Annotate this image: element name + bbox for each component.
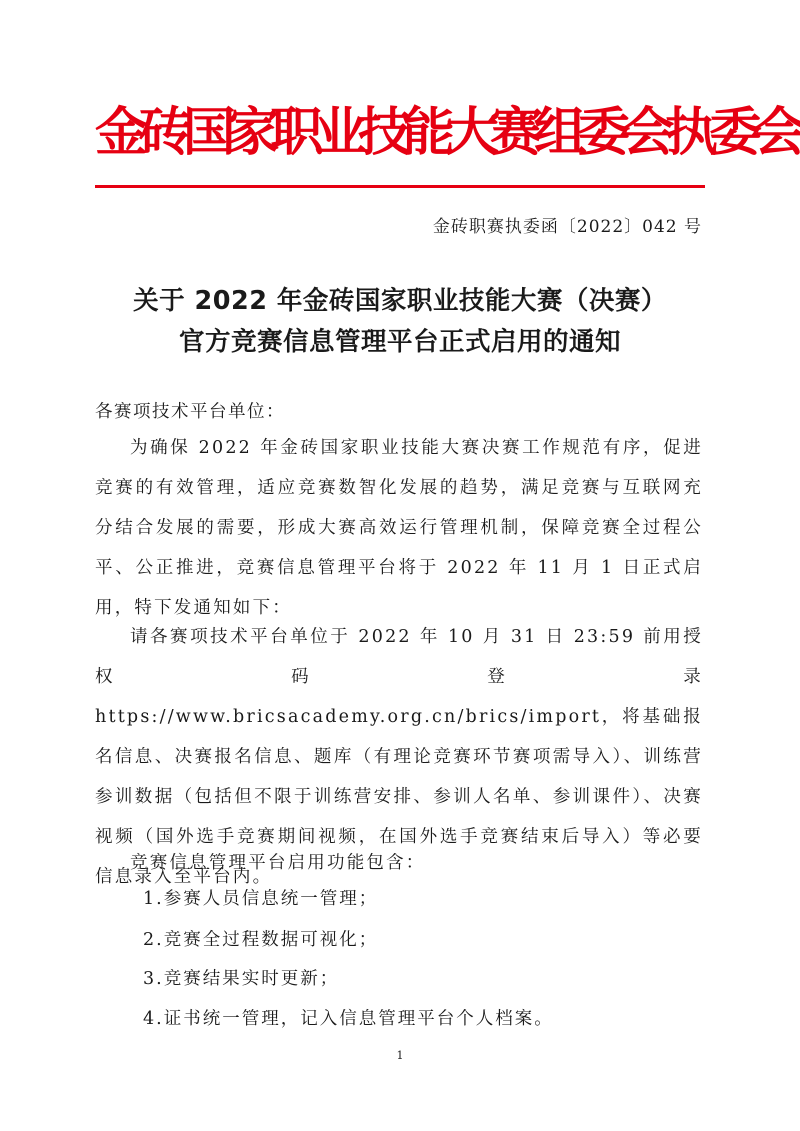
notice-title-line-1: 关于 2022 年金砖国家职业技能大赛（决赛） (133, 286, 667, 316)
notice-title-line-2: 官方竞赛信息管理平台正式启用的通知 (178, 327, 621, 357)
body-paragraph-intro: 为确保 2022 年金砖国家职业技能大赛决赛工作规范有序，促进竞赛的有效管理，适应竞赛数智化发展的趋势，满足竞赛与互联网充分结合发展的需要，形成大赛高效运行管理机制，保障竞赛全过程公平、公正推进，竞赛信息管理平台将于 2022 年 11 月 1 日正式启用，特下发通知如下： (95, 438, 703, 618)
page-number: 1 (396, 1049, 404, 1062)
feature-list-item: 4.证书统一管理，记入信息管理平台个人档案。 (143, 1009, 554, 1029)
feature-list-item: 1.参赛人员信息统一管理； (143, 889, 379, 909)
feature-list-item: 2.竞赛全过程数据可视化； (143, 930, 379, 950)
body-paragraph-instructions: 请各赛项技术平台单位于 2022 年 10 月 31 日 23:59 前用授权码登录 https://www.bricsacademy.org.cn/brics/import，将基础报名信息、决赛报名信息、题库（有理论竞赛环节赛项需导入）、训练营参训数据（包括但不限于训练营安排、参训人名单、参训课件）、决赛视频（国外选手竞赛期间视频，在国外选手竞赛结束后导入）等必要信息录入至平台内。 (95, 627, 703, 887)
body-paragraph-features-intro: 竞赛信息管理平台启用功能包含： (130, 853, 426, 873)
issuing-organization-header: 金砖国家职业技能大赛组委会执委会 (95, 103, 797, 163)
header-red-divider (95, 185, 705, 188)
feature-list-item: 3.竞赛结果实时更新； (143, 969, 340, 989)
salutation: 各赛项技术平台单位： (95, 402, 285, 422)
document-number: 金砖职赛执委函〔2022〕042 号 (432, 217, 702, 237)
